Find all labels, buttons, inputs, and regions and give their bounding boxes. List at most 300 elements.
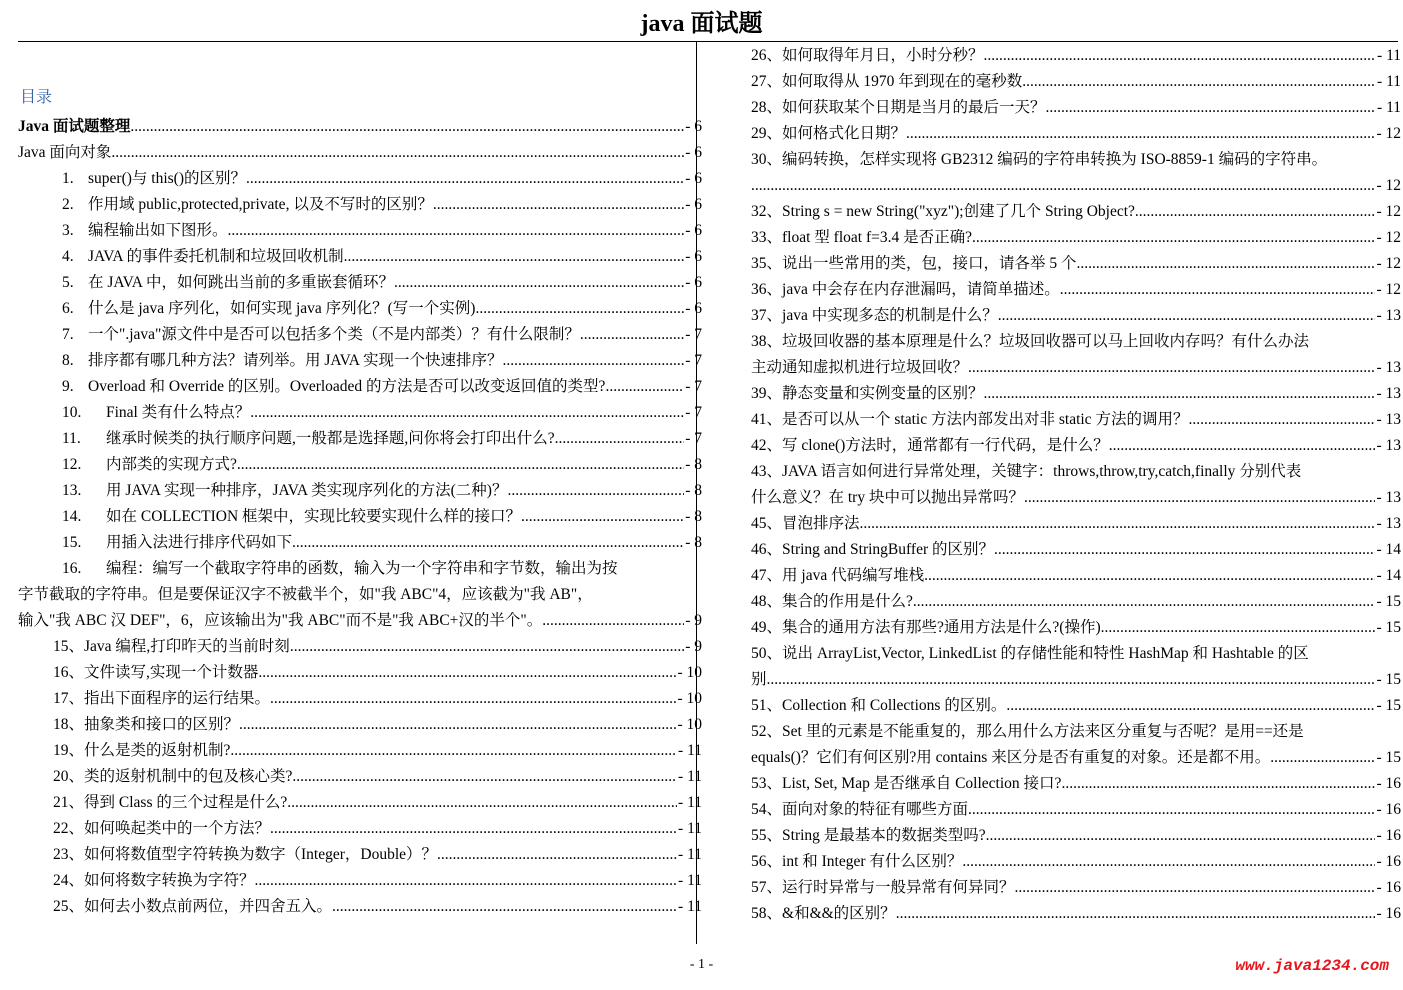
- toc-entry-title: 排序都有哪几种方法？请列举。用 JAVA 实现一个快速排序？: [88, 352, 503, 369]
- toc-entry-number: 56、: [751, 853, 783, 870]
- toc-entry-page: - 12: [1376, 177, 1401, 194]
- toc-dot-leader: [503, 348, 685, 374]
- toc-entry-number: 17、: [53, 690, 85, 707]
- toc-dot-leader: [270, 816, 677, 842]
- toc-entry-page: - 13: [1376, 489, 1401, 506]
- toc-dot-leader: [962, 849, 1375, 875]
- toc-entry-page: - 10: [677, 690, 702, 707]
- toc-entry-page: - 11: [678, 846, 702, 863]
- toc-entry-number: 26、: [751, 47, 783, 64]
- toc-entry-number: 4.: [62, 248, 74, 265]
- toc-entry-number: 39、: [751, 385, 783, 402]
- toc-entry-page: - 12: [1376, 229, 1401, 246]
- toc-entry-page: - 13: [1376, 307, 1401, 324]
- toc-entry[interactable]: [751, 823, 1401, 849]
- toc-entry-number: 46、: [751, 541, 783, 558]
- toc-entry-page: - 6: [685, 144, 702, 161]
- toc-entry-page: - 7: [685, 326, 702, 343]
- toc-entry-title: 集合的通用方法有那些?通用方法是什么?(操作): [782, 619, 1101, 636]
- toc-entry-title: 如在 COLLECTION 框架中，实现比较要实现什么样的接口？: [106, 508, 522, 525]
- toc-entry-page: - 8: [685, 534, 702, 551]
- toc-dot-leader: [984, 43, 1377, 69]
- toc-entry-page: - 9: [685, 638, 702, 655]
- toc-dot-leader: [270, 686, 676, 712]
- toc-dot-leader: [287, 790, 677, 816]
- toc-entry-title: 一个".java"源文件中是否可以包括多个类（不是内部类）？有什么限制？: [88, 326, 580, 343]
- toc-dot-leader: [1024, 485, 1375, 511]
- toc-entry[interactable]: [751, 381, 1401, 407]
- toc-entry-number: 9.: [62, 378, 74, 395]
- toc-entry-title: super()与 this()的区别？: [88, 170, 246, 187]
- toc-entry-title: 别: [751, 671, 767, 688]
- toc-dot-leader: [924, 563, 1375, 589]
- toc-dot-leader: [1022, 69, 1376, 95]
- toc-entry-page: - 8: [685, 482, 702, 499]
- toc-dot-leader: [1101, 615, 1376, 641]
- toc-entry-number: 2.: [62, 196, 74, 213]
- toc-entry-title: 抽象类和接口的区别？: [84, 716, 240, 733]
- page-title: java 面试题: [640, 11, 763, 37]
- toc-entry-number: 35、: [751, 255, 783, 272]
- toc-entry-number: 10.: [62, 404, 82, 421]
- toc-entry-page: - 8: [685, 508, 702, 525]
- toc-entry-number: 47、: [751, 567, 783, 584]
- toc-entry-number: 1.: [62, 170, 74, 187]
- toc-entry-number: 11.: [62, 430, 81, 447]
- toc-entry[interactable]: [18, 894, 702, 920]
- toc-left-column: [18, 114, 702, 920]
- toc-entry-title: 冒泡排序法: [782, 515, 860, 532]
- toc-entry-title: 编程输出如下图形。: [88, 222, 228, 239]
- toc-entry-page: - 16: [1376, 853, 1401, 870]
- toc-entry-number: 16.: [62, 560, 82, 577]
- toc-entry-number: 42、: [751, 437, 783, 454]
- watermark-url: www.java1234.com: [1235, 957, 1389, 975]
- toc-entry[interactable]: [751, 901, 1401, 927]
- toc-entry-page: - 15: [1376, 593, 1401, 610]
- toc-entry-title: 是否可以从一个 static 方法内部发出对非 static 方法的调用？: [782, 411, 1189, 428]
- toc-entry-number: 3.: [62, 222, 74, 239]
- toc-entry[interactable]: [751, 615, 1401, 641]
- toc-entry[interactable]: [18, 530, 702, 556]
- toc-entry-page: - 14: [1376, 541, 1401, 558]
- toc-entry-page: - 7: [685, 352, 702, 369]
- toc-entry-title: java 中会存在内存泄漏吗，请简单描述。: [782, 281, 1060, 298]
- toc-dot-leader: [332, 894, 677, 920]
- toc-entry-number: 57、: [751, 879, 783, 896]
- toc-entry-title: 编码转换，怎样实现将 GB2312 编码的字符串转换为 ISO-8859-1 编码的字符串。: [782, 151, 1328, 168]
- toc-dot-leader: [1006, 693, 1375, 719]
- toc-entry-title: 如何获取某个日期是当月的最后一天？: [782, 99, 1046, 116]
- toc-dot-leader: [237, 452, 684, 478]
- toc-entry-page: - 16: [1376, 905, 1401, 922]
- toc-entry-page: - 12: [1376, 255, 1401, 272]
- toc-entry-title: 如何将数值型字符转换为数字（Integer，Double）？: [84, 846, 438, 863]
- toc-entry-number: 29、: [751, 125, 783, 142]
- toc-entry[interactable]: [18, 660, 702, 686]
- toc-entry[interactable]: [751, 329, 1401, 355]
- toc-entry-number: 55、: [751, 827, 783, 844]
- toc-dot-leader: [860, 511, 1376, 537]
- toc-entry-title: 写 clone()方法时，通常都有一行代码，是什么？: [782, 437, 1109, 454]
- toc-entry[interactable]: [751, 797, 1401, 823]
- toc-entry-title: 主动通知虚拟机进行垃圾回收？: [751, 359, 969, 376]
- toc-entry-page: - 15: [1376, 671, 1401, 688]
- toc-entry-title: 输入"我 ABC 汉 DEF"，6，应该输出为"我 ABC"而不是"我 ABC+汉的半个"。: [18, 612, 543, 629]
- toc-entry[interactable]: [18, 478, 702, 504]
- toc-dot-leader: [751, 173, 1375, 199]
- toc-entry-title: 集合的作用是什么?: [782, 593, 913, 610]
- toc-entry-page: - 12: [1376, 281, 1401, 298]
- toc-dot-leader: [290, 634, 684, 660]
- toc-entry-number: 58、: [751, 905, 783, 922]
- toc-entry[interactable]: [18, 296, 702, 322]
- toc-right-column: [751, 43, 1401, 927]
- toc-entry[interactable]: [751, 485, 1401, 511]
- toc-entry-page: - 13: [1376, 515, 1401, 532]
- toc-entry[interactable]: [751, 589, 1401, 615]
- toc-entry[interactable]: [18, 426, 702, 452]
- toc-dot-leader: [605, 374, 684, 400]
- toc-dot-leader: [1046, 95, 1377, 121]
- toc-entry-number: 36、: [751, 281, 783, 298]
- toc-entry-title: String and StringBuffer 的区别？: [782, 541, 994, 558]
- toc-entry-number: 13.: [62, 482, 82, 499]
- toc-entry-page: - 6: [685, 300, 702, 317]
- toc-entry[interactable]: [751, 69, 1401, 95]
- toc-dot-leader: [130, 114, 684, 140]
- toc-entry-title: Collection 和 Collections 的区别。: [782, 697, 1007, 714]
- toc-entry-number: 18、: [53, 716, 85, 733]
- toc-entry-title: 字节截取的字符串。但是要保证汉字不被截半个，如"我 ABC"4，应该截为"我 AB"，: [18, 586, 593, 603]
- toc-entry[interactable]: [751, 199, 1401, 225]
- toc-entry-page: - 16: [1376, 775, 1401, 792]
- toc-entry-title: Java 面向对象: [18, 144, 112, 161]
- toc-entry[interactable]: [18, 452, 702, 478]
- toc-entry-page: - 11: [678, 898, 702, 915]
- toc-dot-leader: [1135, 199, 1376, 225]
- toc-entry[interactable]: [751, 121, 1401, 147]
- toc-entry[interactable]: [18, 816, 702, 842]
- toc-entry-title: 编程：编写一个截取字符串的函数，输入为一个字符串和字节数，输出为按: [106, 560, 618, 577]
- toc-entry-number: 16、: [53, 664, 85, 681]
- toc-entry-title: 如何格式化日期？: [782, 125, 907, 142]
- toc-entry-page: - 6: [685, 222, 702, 239]
- toc-entry-number: 37、: [751, 307, 783, 324]
- toc-entry-title: 如何唤起类中的一个方法？: [84, 820, 271, 837]
- toc-entry-number: 27、: [751, 73, 783, 90]
- toc-dot-leader: [437, 842, 677, 868]
- toc-entry-number: 51、: [751, 697, 783, 714]
- toc-entry-page: - 6: [685, 274, 702, 291]
- toc-entry-number: 5.: [62, 274, 74, 291]
- toc-entry-number: 15、: [53, 638, 85, 655]
- toc-entry-number: 12.: [62, 456, 82, 473]
- toc-entry[interactable]: [18, 790, 702, 816]
- toc-entry-title: JAVA 的事件委托机制和垃圾回收机制: [88, 248, 344, 265]
- toc-entry[interactable]: [751, 95, 1401, 121]
- toc-entry[interactable]: [18, 868, 702, 894]
- title-rule: [18, 41, 1398, 42]
- toc-dot-leader: [111, 140, 684, 166]
- toc-entry-title: 指出下面程序的运行结果。: [84, 690, 271, 707]
- toc-entry[interactable]: [751, 459, 1401, 485]
- toc-entry[interactable]: [18, 738, 702, 764]
- toc-entry[interactable]: [18, 244, 702, 270]
- toc-entry-number: 25、: [53, 898, 85, 915]
- toc-entry[interactable]: [751, 693, 1401, 719]
- toc-heading: 目录: [20, 89, 53, 106]
- toc-dot-leader: [258, 660, 676, 686]
- toc-dot-leader: [246, 166, 684, 192]
- toc-entry[interactable]: [18, 608, 702, 634]
- toc-entry[interactable]: [18, 270, 702, 296]
- toc-entry-title: List, Set, Map 是否继承自 Collection 接口?: [782, 775, 1062, 792]
- toc-entry-page: - 13: [1376, 437, 1401, 454]
- toc-entry[interactable]: [18, 166, 702, 192]
- toc-entry[interactable]: [751, 355, 1401, 381]
- toc-dot-leader: [250, 400, 684, 426]
- toc-entry-number: 7.: [62, 326, 74, 343]
- toc-entry-title: 如何取得年月日，小时分秒？: [782, 47, 984, 64]
- toc-dot-leader: [1270, 745, 1375, 771]
- page-number: - 1 -: [689, 957, 714, 972]
- toc-entry[interactable]: [751, 173, 1401, 199]
- toc-entry[interactable]: [18, 114, 702, 140]
- toc-entry-page: - 11: [1377, 47, 1401, 64]
- toc-dot-leader: [292, 764, 677, 790]
- toc-dot-leader: [968, 355, 1375, 381]
- toc-dot-leader: [906, 121, 1375, 147]
- toc-entry[interactable]: [751, 407, 1401, 433]
- toc-entry-page: - 7: [685, 404, 702, 421]
- toc-entry-title: 作用域 public,protected,private, 以及不写时的区别？: [88, 196, 433, 213]
- toc-dot-leader: [255, 868, 678, 894]
- toc-entry-title: 说出 ArrayList,Vector, LinkedList 的存储性能和特性 HashMap 和 Hashtable 的区: [782, 645, 1309, 662]
- toc-entry-page: - 13: [1376, 359, 1401, 376]
- toc-entry-number: 21、: [53, 794, 85, 811]
- toc-entry[interactable]: [751, 511, 1401, 537]
- toc-entry[interactable]: [751, 251, 1401, 277]
- toc-entry-title: 类的返射机制中的包及核心类?: [84, 768, 293, 785]
- toc-dot-leader: [767, 667, 1376, 693]
- toc-entry-title: java 中实现多态的机制是什么？: [782, 307, 998, 324]
- toc-entry-title: 什么是 java 序列化，如何实现 java 序列化？(写一个实例): [88, 300, 476, 317]
- toc-entry[interactable]: [751, 719, 1401, 745]
- toc-entry[interactable]: [751, 849, 1401, 875]
- toc-entry-title: 说出一些常用的类，包，接口，请各举 5 个: [782, 255, 1077, 272]
- toc-entry-number: 33、: [751, 229, 783, 246]
- toc-dot-leader: [521, 504, 684, 530]
- toc-entry-page: - 15: [1376, 749, 1401, 766]
- toc-entry-title: &和&&的区别？: [782, 905, 896, 922]
- toc-entry[interactable]: [18, 582, 702, 608]
- toc-entry-page: - 7: [685, 378, 702, 395]
- toc-entry-number: 28、: [751, 99, 783, 116]
- toc-entry-page: - 15: [1376, 619, 1401, 636]
- toc-entry-title: int 和 Integer 有什么区别？: [782, 853, 963, 870]
- toc-entry[interactable]: [18, 556, 702, 582]
- toc-dot-leader: [1109, 433, 1376, 459]
- toc-entry[interactable]: [751, 537, 1401, 563]
- toc-entry-page: - 11: [678, 742, 702, 759]
- toc-dot-leader: [1188, 407, 1375, 433]
- toc-entry-page: - 16: [1376, 801, 1401, 818]
- toc-entry[interactable]: [751, 147, 1401, 173]
- toc-entry-title: Java 编程,打印昨天的当前时刻: [84, 638, 290, 655]
- toc-entry[interactable]: [751, 225, 1401, 251]
- toc-entry-page: - 9: [685, 612, 702, 629]
- toc-entry[interactable]: [18, 400, 702, 426]
- toc-entry[interactable]: [751, 667, 1401, 693]
- toc-dot-leader: [475, 296, 684, 322]
- toc-dot-leader: [968, 797, 1375, 823]
- toc-entry-page: - 12: [1376, 203, 1401, 220]
- toc-entry-page: - 11: [678, 768, 702, 785]
- toc-entry-page: - 6: [685, 196, 702, 213]
- toc-entry-number: 24、: [53, 872, 85, 889]
- toc-dot-leader: [984, 381, 1376, 407]
- toc-entry-title: 继承时候类的执行顺序问题,一般都是选择题,问你将会打印出什么?: [106, 430, 555, 447]
- toc-dot-leader: [555, 426, 685, 452]
- toc-dot-leader: [986, 823, 1376, 849]
- toc-entry[interactable]: [18, 192, 702, 218]
- toc-dot-leader: [344, 244, 685, 270]
- toc-entry-page: - 8: [685, 456, 702, 473]
- toc-entry[interactable]: [18, 842, 702, 868]
- toc-entry-title: 垃圾回收器的基本原理是什么？垃圾回收器可以马上回收内存吗？有什么办法: [782, 333, 1310, 350]
- toc-entry-title: Overload 和 Override 的区别。Overloaded 的方法是否可以改变返回值的类型?: [88, 378, 606, 395]
- toc-dot-leader: [913, 589, 1376, 615]
- toc-entry-page: - 6: [685, 170, 702, 187]
- toc-entry-number: 19、: [53, 742, 85, 759]
- toc-entry-page: - 11: [678, 820, 702, 837]
- toc-entry-title: JAVA 语言如何进行异常处理，关键字：throws,throw,try,catch,finally 分别代表: [782, 463, 1302, 480]
- toc-entry-title: 用 JAVA 实现一种排序，JAVA 类实现序列化的方法(二种)？: [106, 482, 508, 499]
- toc-entry-title: 如何取得从 1970 年到现在的毫秒数: [782, 73, 1023, 90]
- toc-entry-page: - 13: [1376, 411, 1401, 428]
- toc-entry-title: String 是最基本的数据类型吗?: [782, 827, 986, 844]
- toc-entry-number: 52、: [751, 723, 783, 740]
- toc-entry-title: 文件读写,实现一个计数器: [84, 664, 259, 681]
- toc-entry-number: 49、: [751, 619, 783, 636]
- toc-entry[interactable]: [751, 277, 1401, 303]
- toc-entry-page: - 12: [1376, 125, 1401, 142]
- toc-dot-leader: [1077, 251, 1376, 277]
- toc-dot-leader: [507, 478, 684, 504]
- toc-entry-number: 6.: [62, 300, 74, 317]
- toc-dot-leader: [230, 738, 677, 764]
- toc-dot-leader: [239, 712, 676, 738]
- toc-entry-number: 15.: [62, 534, 82, 551]
- toc-entry-title: 如何将数字转换为字符？: [84, 872, 255, 889]
- toc-entry[interactable]: [751, 43, 1401, 69]
- toc-entry-page: - 11: [1377, 73, 1401, 90]
- toc-entry[interactable]: [18, 634, 702, 660]
- toc-dot-leader: [896, 901, 1376, 927]
- toc-dot-leader: [1061, 771, 1375, 797]
- toc-entry-title: 得到 Class 的三个过程是什么?: [84, 794, 288, 811]
- toc-dot-leader: [972, 225, 1375, 251]
- toc-entry-number: 14.: [62, 508, 82, 525]
- toc-entry[interactable]: [751, 563, 1401, 589]
- toc-entry-number: 30、: [751, 151, 783, 168]
- toc-entry[interactable]: [18, 322, 702, 348]
- toc-entry[interactable]: [751, 303, 1401, 329]
- toc-entry[interactable]: [18, 686, 702, 712]
- toc-entry-page: - 10: [677, 716, 702, 733]
- toc-entry-number: 41、: [751, 411, 783, 428]
- toc-entry-title: 运行时异常与一般异常有何异同？: [782, 879, 1015, 896]
- toc-dot-leader: [292, 530, 684, 556]
- toc-entry-page: - 7: [685, 430, 702, 447]
- toc-entry-page: - 11: [678, 794, 702, 811]
- toc-entry-title: 内部类的实现方式?: [106, 456, 237, 473]
- toc-entry-title: Set 里的元素是不能重复的，那么用什么方法来区分重复与否呢？是用==还是: [782, 723, 1304, 740]
- toc-entry-title: 面向对象的特征有哪些方面: [782, 801, 969, 818]
- toc-entry-title: Final 类有什么特点？: [106, 404, 251, 421]
- toc-dot-leader: [1015, 875, 1376, 901]
- toc-entry-page: - 11: [678, 872, 702, 889]
- toc-entry-number: 22、: [53, 820, 85, 837]
- toc-entry[interactable]: [18, 712, 702, 738]
- toc-entry-number: 20、: [53, 768, 85, 785]
- toc-entry[interactable]: [751, 433, 1401, 459]
- toc-entry-number: 38、: [751, 333, 783, 350]
- toc-entry-page: - 15: [1376, 697, 1401, 714]
- toc-entry-title: String s = new String("xyz");创建了几个 String Object?: [782, 203, 1135, 220]
- toc-entry-page: - 14: [1376, 567, 1401, 584]
- toc-entry[interactable]: [751, 875, 1401, 901]
- toc-entry[interactable]: [751, 771, 1401, 797]
- toc-entry[interactable]: [751, 745, 1401, 771]
- toc-entry-page: - 6: [685, 248, 702, 265]
- toc-entry-number: 50、: [751, 645, 783, 662]
- toc-entry[interactable]: [18, 140, 702, 166]
- toc-entry-page: - 6: [685, 118, 702, 135]
- toc-entry[interactable]: [18, 348, 702, 374]
- toc-dot-leader: [228, 218, 685, 244]
- toc-entry-number: 32、: [751, 203, 783, 220]
- toc-entry-number: 8.: [62, 352, 74, 369]
- toc-dot-leader: [580, 322, 684, 348]
- toc-entry-number: 45、: [751, 515, 783, 532]
- toc-entry[interactable]: [751, 641, 1401, 667]
- toc-entry-title: Java 面试题整理: [18, 118, 131, 135]
- toc-entry-number: 23、: [53, 846, 85, 863]
- toc-dot-leader: [998, 303, 1376, 329]
- toc-entry-number: 54、: [751, 801, 783, 818]
- toc-entry[interactable]: [18, 218, 702, 244]
- toc-entry[interactable]: [18, 504, 702, 530]
- toc-entry-title: equals()？它们有何区别?用 contains 来区分是否有重复的对象。还是都不用。: [751, 749, 1271, 766]
- toc-entry[interactable]: [18, 374, 702, 400]
- toc-entry-page: - 16: [1376, 827, 1401, 844]
- toc-entry-number: 48、: [751, 593, 783, 610]
- toc-entry-page: - 13: [1376, 385, 1401, 402]
- toc-dot-leader: [994, 537, 1375, 563]
- toc-entry-number: 43、: [751, 463, 783, 480]
- toc-dot-leader: [1060, 277, 1376, 303]
- toc-dot-leader: [542, 608, 684, 634]
- toc-entry-title: 用 java 代码编写堆栈: [782, 567, 925, 584]
- toc-entry-title: 什么意义？在 try 块中可以抛出异常吗？: [751, 489, 1024, 506]
- toc-entry-number: 53、: [751, 775, 783, 792]
- toc-entry-title: 如何去小数点前两位，并四舍五入。: [84, 898, 333, 915]
- toc-entry-page: - 11: [1377, 99, 1401, 116]
- toc-entry-title: 用插入法进行排序代码如下: [106, 534, 293, 551]
- toc-entry[interactable]: [18, 764, 702, 790]
